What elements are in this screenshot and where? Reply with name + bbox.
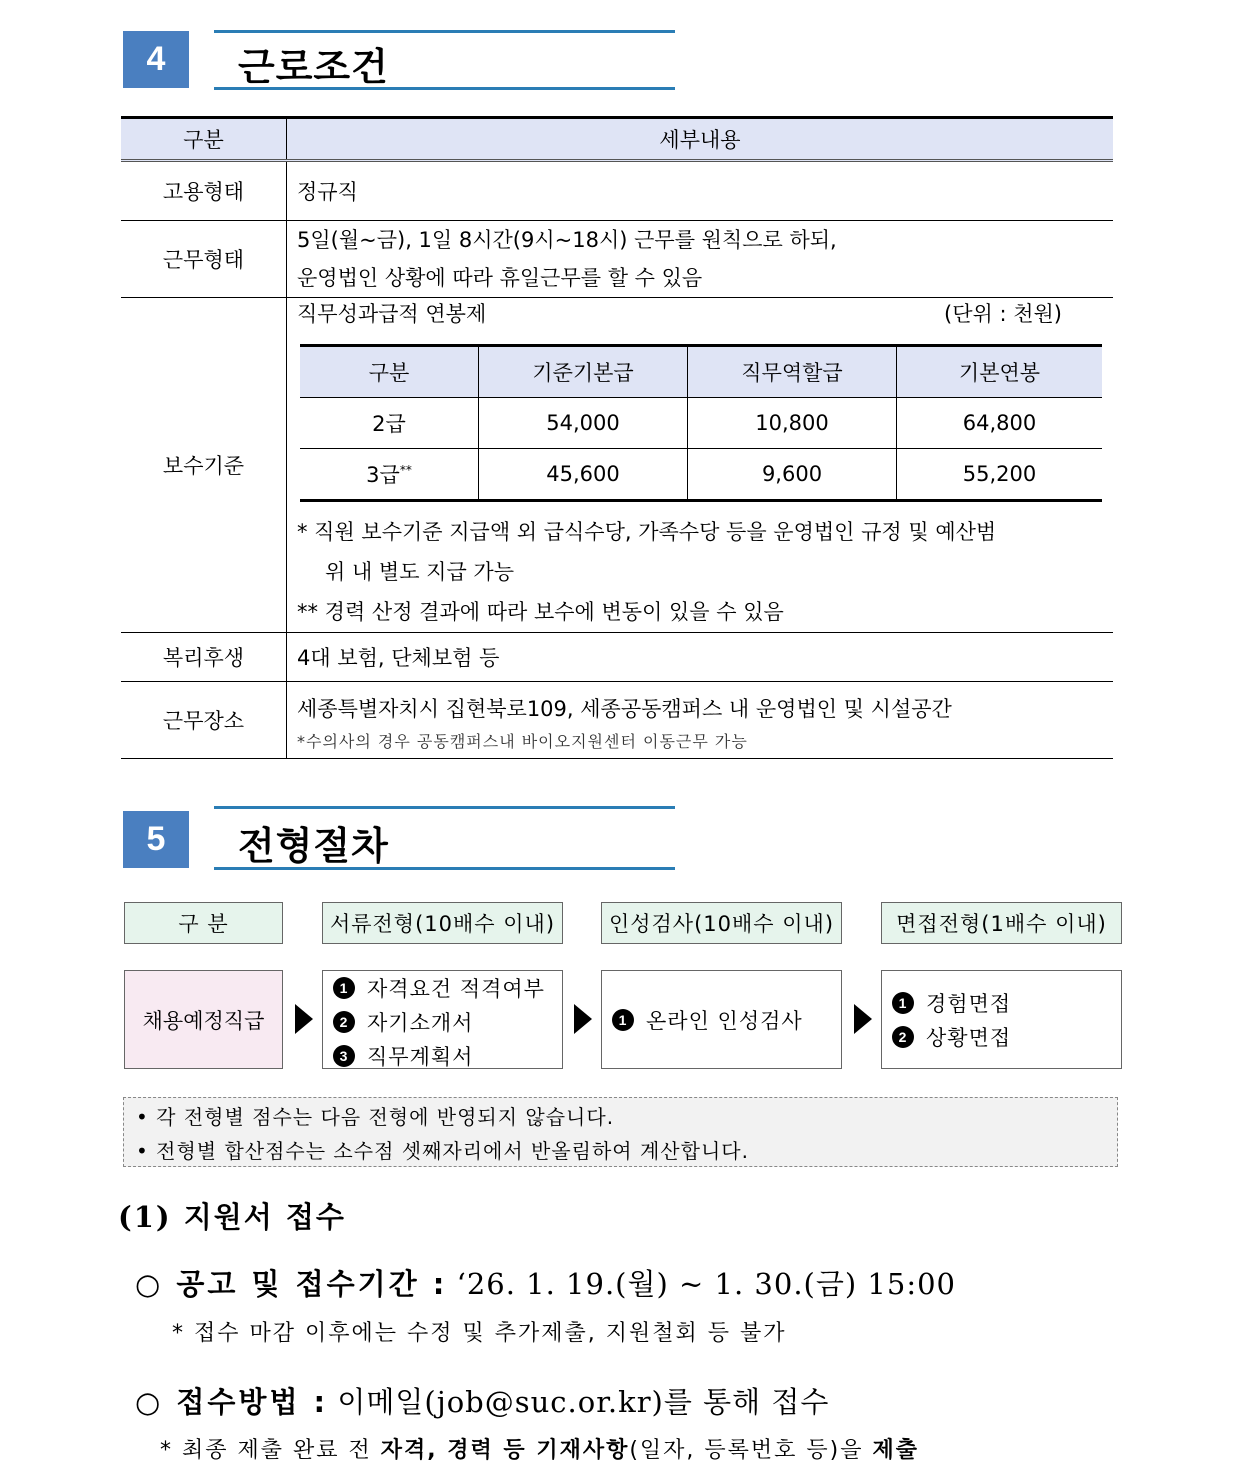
- number-2-icon: 2: [892, 1026, 914, 1048]
- application-heading: (1) 지원서 접수: [118, 1200, 346, 1234]
- row-value-employment: 정규직: [287, 161, 1114, 221]
- procedure-note: • 전형별 합산점수는 소수점 셋째자리에서 반올림하여 계산합니다.: [136, 1138, 749, 1163]
- salary-cell: 45,600: [479, 449, 688, 501]
- stage-step: 1 온라인 인성검사: [612, 1003, 841, 1037]
- salary-header: 기준기본급: [479, 346, 688, 398]
- salary-cell: 55,200: [897, 449, 1103, 501]
- salary-row: [300, 398, 1102, 449]
- salary-table: [300, 344, 1102, 502]
- number-2-icon: 2: [333, 1011, 355, 1033]
- salary-header: 직무역할급: [688, 346, 897, 398]
- row-label-worktype: 근무형태: [121, 221, 287, 298]
- number-3-icon: 3: [333, 1045, 355, 1067]
- process-header-personality: 인성검사(10배수 이내): [601, 902, 842, 944]
- period-value: ‘26. 1. 19.(월) ~ 1. 30.(금) 15:00: [456, 1267, 956, 1301]
- pay-note-1-cont: 위 내 별도 지급 가능: [325, 560, 514, 584]
- salary-row: [300, 449, 1102, 501]
- application-period: [135, 1262, 956, 1303]
- method-label: ○ 접수방법 :: [135, 1385, 329, 1419]
- section-number-4: 4: [123, 31, 189, 88]
- table-header-category: 구분: [121, 118, 287, 161]
- process-header-documents: 서류전형(10배수 이내): [322, 902, 563, 944]
- table-row: [121, 161, 1113, 221]
- worktype-line-2: 운영법인 상황에 따라 휴일근무를 할 수 있음: [297, 266, 703, 290]
- row-value-location: [287, 682, 1114, 759]
- worktype-line-1: 5일(월~금), 1일 8시간(9시~18시) 근무를 원칙으로 하되,: [297, 228, 837, 252]
- row-label-location: 근무장소: [121, 682, 287, 759]
- table-header-details: 세부내용: [287, 118, 1114, 161]
- stage-step: 2 상황면접: [892, 1020, 1121, 1054]
- salary-cell: 2급: [300, 398, 479, 449]
- stage-step: 3 직무계획서: [333, 1039, 562, 1073]
- procedure-notes: [123, 1097, 1118, 1167]
- number-1-icon: 1: [333, 977, 355, 999]
- salary-cell: 9,600: [688, 449, 897, 501]
- row-label-welfare: 복리후생: [121, 633, 287, 682]
- process-header-interview: 면접전형(1배수 이내): [881, 902, 1122, 944]
- application-method: [135, 1380, 829, 1421]
- row-value-pay: [287, 298, 1114, 633]
- section-title-conditions: 근로조건: [238, 45, 389, 89]
- final-note: * 최종 제출 완료 전 자격, 경력 등 기재사항(일자, 등록번호 등)을 제출: [160, 1438, 920, 1463]
- number-1-icon: 1: [892, 992, 914, 1014]
- arrow-right-icon: [574, 1004, 592, 1034]
- row-label-employment: 고용형태: [121, 161, 287, 221]
- table-row: [121, 298, 1113, 633]
- pay-system: 직무성과급적 연봉제: [297, 302, 487, 326]
- stage-step: 1 자격요건 적격여부: [333, 971, 562, 1005]
- stage-interview-box: [881, 970, 1122, 1069]
- method-value: 이메일(job@suc.or.kr)를 통해 접수: [337, 1385, 830, 1419]
- stage-step: 1 경험면접: [892, 986, 1121, 1020]
- salary-cell: 64,800: [897, 398, 1103, 449]
- salary-header: 구분: [300, 346, 479, 398]
- section-top-rule: [214, 806, 675, 809]
- period-label: ○ 공고 및 접수기간 :: [135, 1267, 448, 1301]
- footnote-mark: **: [399, 463, 412, 477]
- pay-note-1: * 직원 보수기준 지급액 외 급식수당, 가족수당 등을 운영법인 규정 및 예산범: [297, 520, 997, 544]
- section-number-5: 5: [123, 811, 189, 868]
- stage-step: 2 자기소개서: [333, 1005, 562, 1039]
- pay-unit: (단위 : 천원): [944, 302, 1062, 326]
- process-header-category: 구 분: [124, 902, 283, 944]
- target-grade-box: 채용예정직급: [124, 970, 283, 1069]
- table-row: [121, 221, 1113, 298]
- arrow-right-icon: [295, 1004, 313, 1034]
- location-note: *수의사의 경우 공동캠퍼스내 바이오지원센터 이동근무 가능: [297, 731, 748, 751]
- stage-documents-box: [322, 970, 563, 1069]
- row-value-welfare: 4대 보험, 단체보험 등: [287, 633, 1114, 682]
- section-title-procedure: 전형절차: [238, 824, 389, 868]
- number-1-icon: 1: [612, 1009, 634, 1031]
- stage-personality-box: [601, 970, 842, 1069]
- period-note: * 접수 마감 이후에는 수정 및 추가제출, 지원철회 등 불가: [172, 1321, 787, 1346]
- salary-cell: 54,000: [479, 398, 688, 449]
- table-row: [121, 633, 1113, 682]
- procedure-note: • 각 전형별 점수는 다음 전형에 반영되지 않습니다.: [136, 1104, 615, 1129]
- arrow-right-icon: [854, 1004, 872, 1034]
- table-row: [121, 682, 1113, 759]
- section-top-rule: [214, 30, 675, 33]
- working-conditions-table: [121, 116, 1113, 759]
- location-value: 세종특별자치시 집현북로109, 세종공동캠퍼스 내 운영법인 및 시설공간: [297, 696, 952, 721]
- row-label-pay: 보수기준: [121, 298, 287, 633]
- salary-header: 기본연봉: [897, 346, 1103, 398]
- salary-cell: 10,800: [688, 398, 897, 449]
- pay-note-2: ** 경력 산정 결과에 따라 보수에 변동이 있을 수 있음: [297, 600, 784, 624]
- salary-cell: 3급**: [300, 449, 479, 501]
- row-value-worktype: [287, 221, 1114, 298]
